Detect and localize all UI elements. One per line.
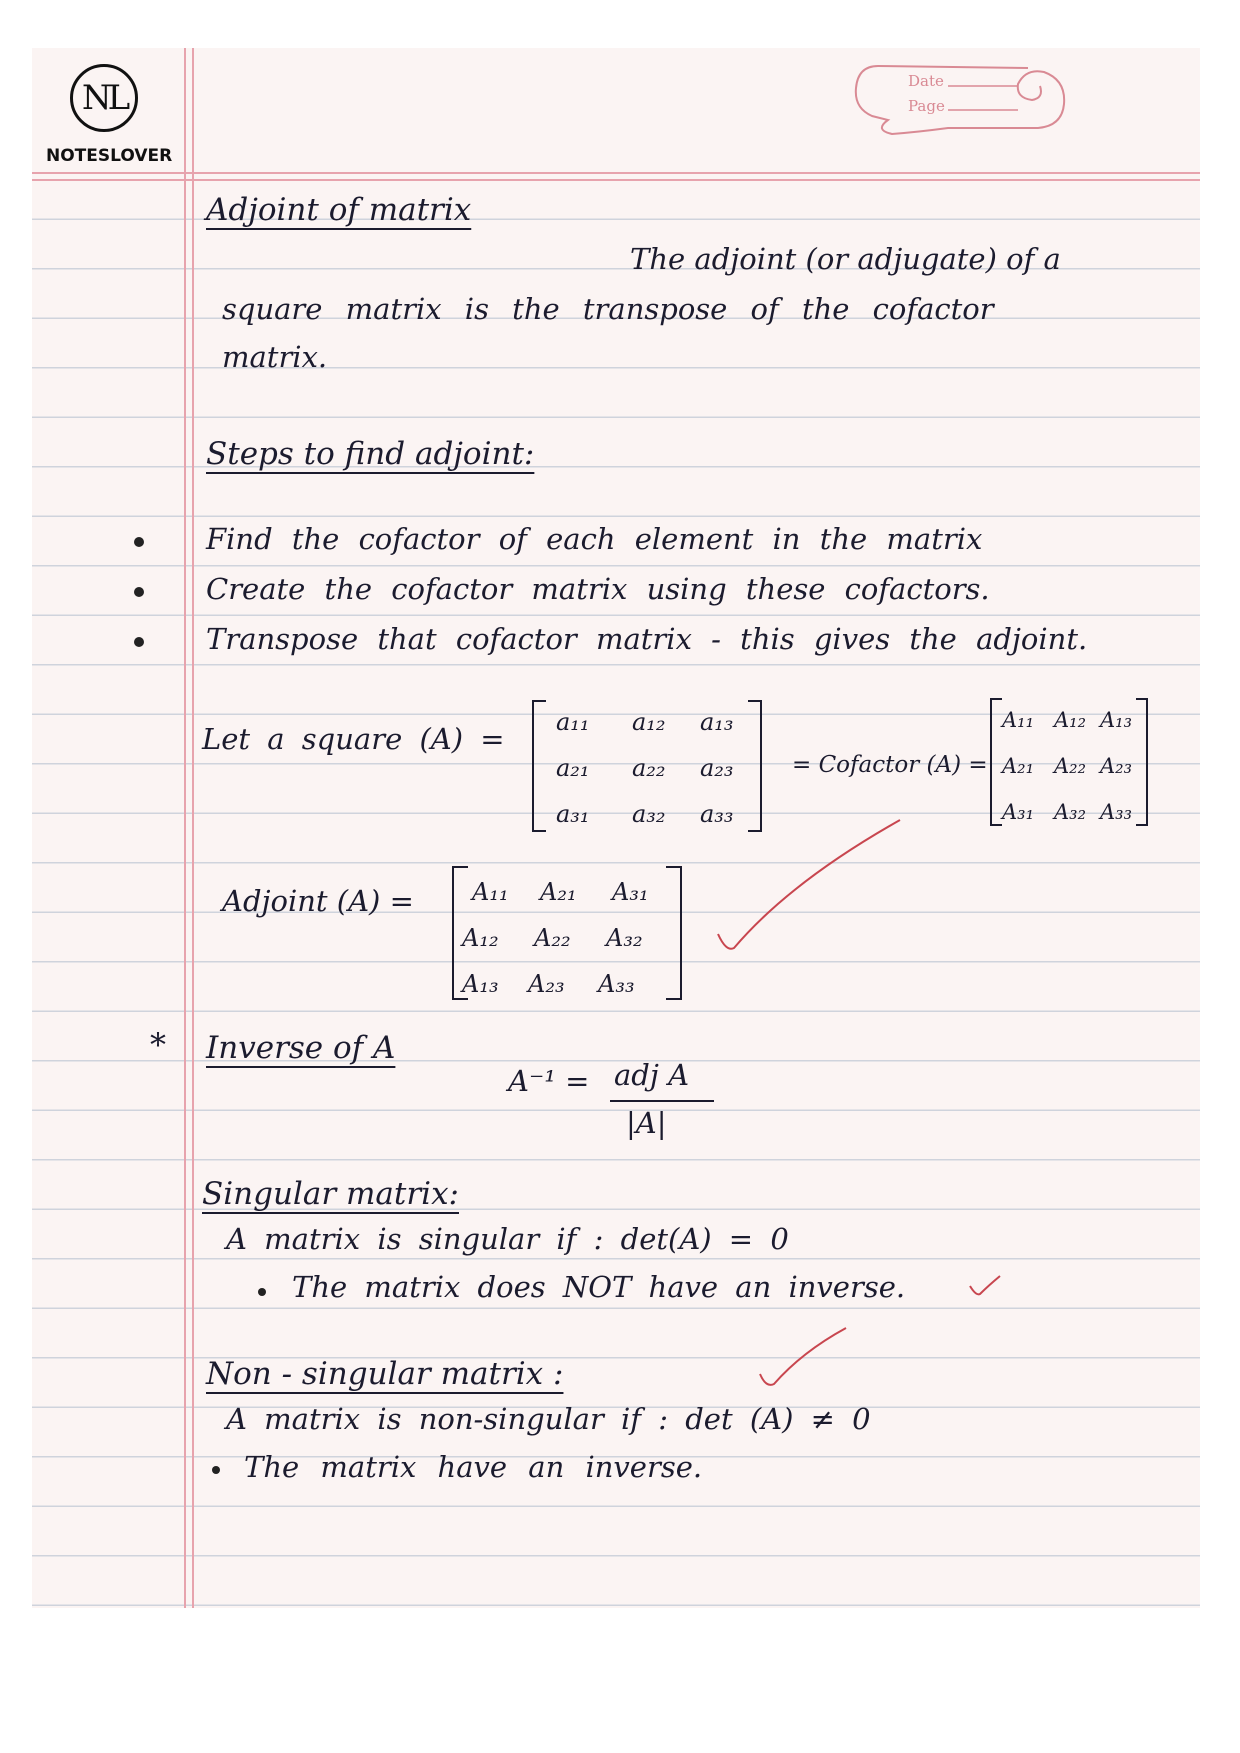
step-item: Find the cofactor of each element in the matrix — [206, 522, 983, 556]
adjoint-text-line: matrix. — [222, 340, 328, 374]
cofactor-cell: A₃₂ — [1054, 800, 1087, 824]
step-item: Create the cofactor matrix using these cofactors. — [206, 572, 990, 606]
bullet-dot — [134, 587, 144, 597]
nonsingular-line: A matrix is non-singular if : det (A) ≠ 0 — [226, 1402, 871, 1436]
adjoint-cell: A₁₁ — [472, 878, 509, 906]
matrix-a-cell: a₃₂ — [632, 800, 666, 828]
cofactor-cell: A₃₁ — [1002, 800, 1035, 824]
matrix-bracket-left — [532, 700, 546, 832]
matrix-a-cell: a₂₁ — [556, 754, 590, 782]
bullet-dot — [134, 637, 144, 647]
bullet-dot — [258, 1288, 266, 1296]
adjoint-cell: A₂₃ — [528, 970, 565, 998]
fraction-bar — [610, 1100, 714, 1102]
margin-line — [192, 48, 194, 1608]
matrix-bracket-right — [1136, 698, 1148, 826]
cofactor-cell: A₂₂ — [1054, 754, 1087, 778]
cofactor-cell: A₁₁ — [1002, 708, 1035, 732]
adjoint-cell: A₂₁ — [540, 878, 577, 906]
singular-heading: Singular matrix: — [202, 1176, 459, 1212]
cofactor-cell: A₂₃ — [1100, 754, 1133, 778]
logo-letters: NL — [81, 78, 127, 118]
matrix-a-cell: a₂₃ — [700, 754, 734, 782]
date-page-stamp — [848, 58, 1070, 138]
matrix-bracket-left — [990, 698, 1002, 826]
matrix-a-cell: a₃₃ — [700, 800, 734, 828]
cofactor-cell: A₁₂ — [1054, 708, 1087, 732]
cofactor-label: = Cofactor (A) = — [792, 752, 988, 778]
let-square-text: Let a square (A) = — [202, 722, 505, 756]
matrix-bracket-right — [666, 866, 682, 1000]
star-marker: * — [150, 1026, 166, 1064]
inverse-heading: Inverse of A — [206, 1030, 396, 1066]
brand-name: NOTESLOVER — [46, 146, 173, 166]
cofactor-cell: A₁₃ — [1100, 708, 1133, 732]
steps-heading: Steps to find adjoint: — [206, 436, 535, 472]
date-label: Date — [908, 72, 944, 90]
matrix-a-cell: a₁₁ — [556, 708, 590, 736]
page-label: Page — [908, 97, 945, 115]
header-line — [32, 179, 1200, 181]
adjoint-cell: A₂₂ — [534, 924, 571, 952]
adjoint-label: Adjoint (A) = — [222, 884, 414, 918]
matrix-a-cell: a₁₂ — [632, 708, 666, 736]
adjoint-cell: A₁₃ — [462, 970, 499, 998]
adjoint-cell: A₃₃ — [598, 970, 635, 998]
matrix-a-cell: a₂₂ — [632, 754, 666, 782]
cofactor-cell: A₂₁ — [1002, 754, 1035, 778]
adjoint-text-line: The adjoint (or adjugate) of a — [630, 242, 1061, 276]
check-mark-icon — [752, 1322, 852, 1392]
adjoint-text-line: square matrix is the transpose of the cofactor — [222, 292, 994, 326]
inverse-denominator: |A| — [626, 1106, 667, 1140]
step-item: Transpose that cofactor matrix - this gives the adjoint. — [206, 622, 1088, 656]
nonsingular-heading: Non - singular matrix : — [206, 1356, 564, 1392]
matrix-a-cell: a₁₃ — [700, 708, 734, 736]
matrix-a-cell: a₃₁ — [556, 800, 590, 828]
adjoint-cell: A₃₁ — [612, 878, 649, 906]
bullet-dot — [212, 1466, 220, 1474]
inverse-numerator: adj A — [614, 1058, 690, 1092]
singular-line: The matrix does NOT have an inverse. — [292, 1270, 906, 1304]
adjoint-cell: A₃₂ — [606, 924, 643, 952]
header-line — [32, 172, 1200, 174]
adjoint-heading: Adjoint of matrix — [206, 192, 472, 228]
cofactor-cell: A₃₃ — [1100, 800, 1133, 824]
inverse-lhs: A⁻¹ = — [508, 1064, 590, 1098]
check-mark-icon — [968, 1272, 1004, 1302]
brand-logo — [70, 64, 138, 132]
margin-line — [184, 48, 186, 1608]
check-mark-icon — [700, 812, 910, 962]
singular-line: A matrix is singular if : det(A) = 0 — [226, 1222, 789, 1256]
adjoint-cell: A₁₂ — [462, 924, 499, 952]
bullet-dot — [134, 537, 144, 547]
nonsingular-line: The matrix have an inverse. — [244, 1450, 703, 1484]
